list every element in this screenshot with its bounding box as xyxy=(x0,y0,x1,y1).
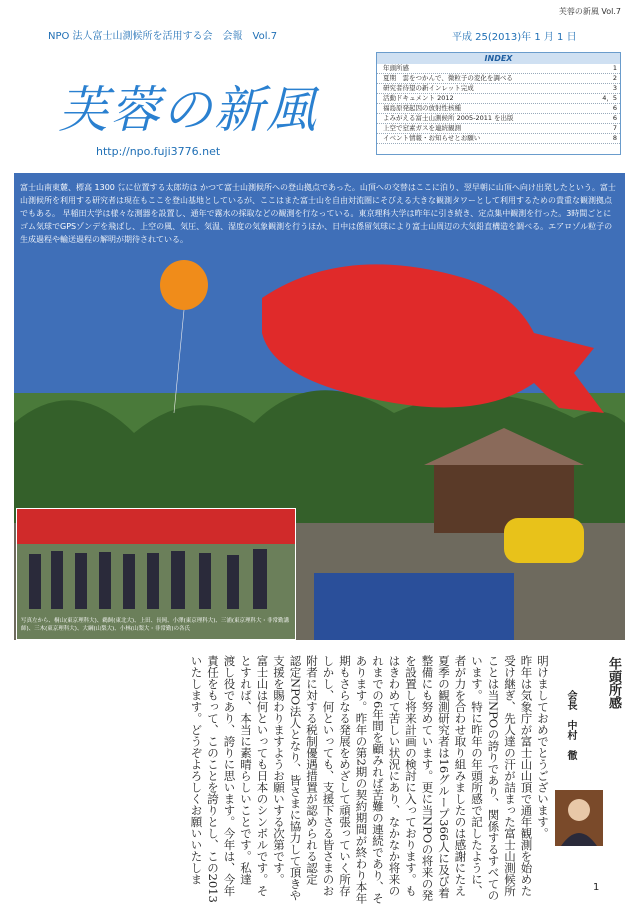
issue-date: 平成 25(2013)年 1 月 1 日 xyxy=(452,32,577,43)
article-column: とすれば、本当に素晴らしいことです。私達 xyxy=(239,655,253,885)
index-item-page: 8 xyxy=(612,134,617,142)
article-title: 年頭所感 xyxy=(606,657,621,709)
article-column: 附者に対する税制優遇措置が認められる認定 xyxy=(305,655,319,885)
website-link[interactable]: http://npo.fuji3776.net xyxy=(96,145,221,158)
article-column: 富士山は何といっても日本のシンボルです。そ xyxy=(255,655,270,897)
article-column: 整備にも努めています。更に当NPOの将来の発 xyxy=(420,655,435,901)
index-item-label: よみがえる富士山測候所 2005-2011 を出版 xyxy=(383,114,514,122)
index-item[interactable] xyxy=(377,114,620,124)
index-box xyxy=(376,52,621,155)
article-column: 昨年は気象庁が富士山山頂で通年観測を始めた xyxy=(519,655,534,897)
index-item-label: 上空で窒素ガスを連続観測 xyxy=(383,124,461,132)
orange-balloon xyxy=(160,260,208,310)
blue-tarp xyxy=(314,573,514,640)
index-item-page: 6 xyxy=(612,104,617,112)
yellow-car xyxy=(504,518,584,563)
page-number: 1 xyxy=(593,882,600,893)
index-item-page: 3 xyxy=(612,84,617,92)
cover-photo xyxy=(14,173,625,640)
index-item-label: 研究者待望の新インレット完成 xyxy=(383,84,474,92)
cover-description: 富士山南東麓、標高 1300 ㍍に位置する太郎坊は かつて富士山測候所への登山拠点であった。山頂への交替はここに泊り、翌早朝に山頂へ向け出発したという。富士山測候所を利用する研究者は現在もここを登山基地としているが、ここはまた富士山を自由対流圏にそびえる大きな観測タワーとして利用するための貴重な観測拠点でもある。 早稲田大学は様々な測器を設置し、通年で霧水の採取などの観測を行なっている。東京理科大学は昨年に引き続き、定点集中観測を行った。3時間ごとにゴム気球でGPSゾンデを飛ばし、上空の風、気圧、気温、湿度の気象観測を行うほか、日中は係留気球により富士山周辺の大気鉛直構造を調べる。エアロゾル粒子の生成過程や輸送過程の解明が期待されている。 xyxy=(20,183,616,244)
article-column: しかし、何といっても、支援下さる皆さまのお xyxy=(321,655,336,897)
inset-blimp xyxy=(17,509,295,544)
article-column: 受け継ぎ、先人達の汗が詰まった富士山測候所 xyxy=(503,655,517,897)
article-column: はきわめて苦しい状況にあり、なかなか将来の xyxy=(387,655,402,897)
article-column: 認定NPO法人となり、皆さまに協力して頂きや xyxy=(288,655,303,901)
index-item[interactable] xyxy=(377,94,620,104)
article-column: 夏季の観測研究者は16グループ366人に及び着 xyxy=(437,655,451,899)
index-item-label: 活動ドキュメント 2012 xyxy=(383,94,454,102)
author-name: 中村 徹 xyxy=(565,720,576,760)
article-column: あります。昨年の第2期の契約期間が終わり本年 xyxy=(354,655,369,904)
index-item[interactable] xyxy=(377,64,620,74)
article-column: 期もさらなる発展をめざして頑張っていく所存 xyxy=(338,655,352,897)
running-header: 芙蓉の新風 Vol.7 xyxy=(558,7,621,16)
article-column: 明けましておめでとうございます。 xyxy=(536,655,550,839)
index-heading: INDEX xyxy=(377,53,620,64)
index-item[interactable] xyxy=(377,104,620,114)
portrait-image xyxy=(555,790,603,846)
article-column: 者が力を合わせ取り組みましたのは感謝にたえ xyxy=(453,655,468,897)
author-role: 会長 xyxy=(565,690,576,710)
index-list xyxy=(377,64,620,144)
article-column: 支援を賜わりますようお願いする次第です。 xyxy=(272,655,286,885)
group-photo xyxy=(16,508,296,640)
index-item[interactable] xyxy=(377,124,620,134)
article-column: を設置し将来計画の検討に入っております。も xyxy=(404,655,418,897)
article-column: いたします。どうぞよろしくお願いいたしま xyxy=(189,655,204,885)
index-item-page: 4，5 xyxy=(602,94,617,102)
index-item-label: 年頭所感 xyxy=(383,64,409,72)
index-item[interactable] xyxy=(377,74,620,84)
newsletter-header: NPO 法人富士山測候所を活用する会 会報 Vol.7 xyxy=(48,31,278,42)
index-item-label: 福島原発起因の放射性核種 xyxy=(383,104,461,112)
article-column: 渡し役であり、誇りに思います。今年は、今年 xyxy=(222,655,237,897)
author-portrait xyxy=(555,790,603,846)
index-item-page: 7 xyxy=(612,124,617,132)
article-column: ことは当NPOの誇りであり、関係するすべての xyxy=(486,655,501,901)
index-item[interactable] xyxy=(377,134,620,144)
index-item-label: 夏期 雲をつかんで、微粒子の変化を調べる xyxy=(383,74,513,82)
article-column: れまでの6年間を顧みれば苦難の連続であり、そ xyxy=(371,655,385,904)
index-item[interactable] xyxy=(377,84,620,94)
newsletter-title: 芙蓉の新風 xyxy=(58,81,318,139)
index-item-page: 2 xyxy=(612,74,617,82)
article-column: 責任をもって、このことを誇りとし、この2013 xyxy=(206,655,220,903)
index-item-page: 1 xyxy=(612,64,617,72)
article-column: います。特に昨年の年頭所感で記したように、 xyxy=(470,655,484,897)
photo-caption: 写真左から、桐山(東京理科大)、鵜飼(東北大)、上田、長岡、小澤(東京理科大)、三浦(東京理科大・非常勤講師)、三木(東京理科大)、大綱(山梨大)、小林(山梨大・非常勤)の各氏 xyxy=(21,618,290,632)
index-item-label: イベント情報・お知らせとお願い xyxy=(383,134,481,142)
index-item-page: 6 xyxy=(612,114,617,122)
